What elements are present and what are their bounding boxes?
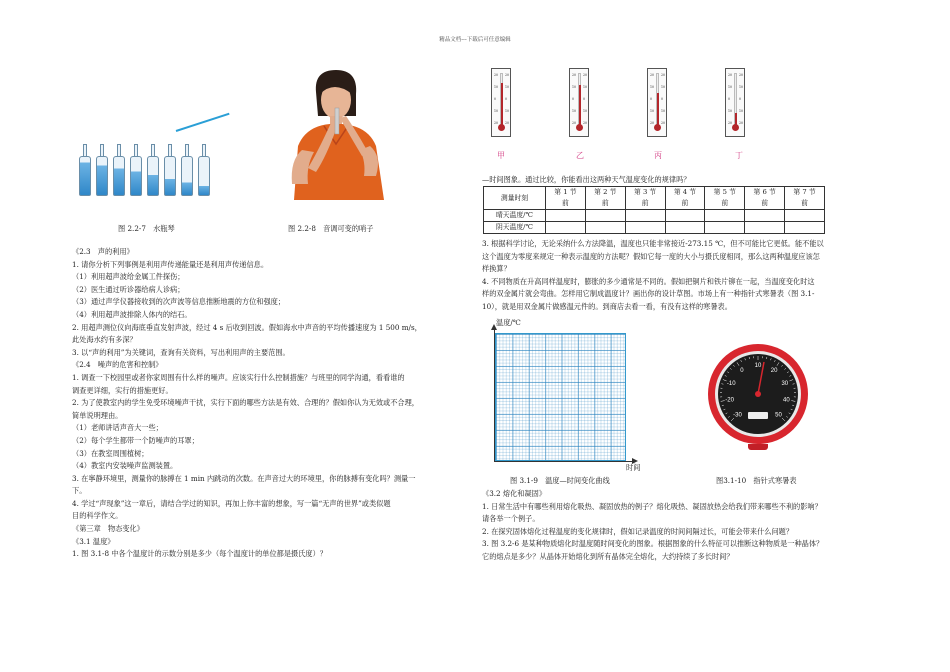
thermometer-tick-label: 10: [505, 109, 510, 113]
water-bottle: [147, 156, 159, 196]
water-bottle: [181, 156, 193, 196]
water-bottle: [96, 156, 108, 196]
water-bottle: [79, 156, 91, 196]
thermometer-tick-label: 10: [572, 85, 577, 89]
bottle-neck: [168, 144, 172, 156]
table-row: [484, 210, 825, 222]
thermometer-tick-label: 20: [505, 121, 510, 125]
thermometer-bulb: [576, 124, 583, 131]
text-line: 样的双金属片就会弯曲。怎样用它制成温度计？画出你的设计草图。市场上有一种指针式寒暑表（图 3.1-: [482, 289, 815, 299]
table-period: 第 5 节 前: [705, 187, 745, 210]
thermometer-liquid: [501, 83, 503, 125]
text-line: 样换算？: [482, 264, 511, 274]
thermometer-tick-label: 0: [572, 97, 575, 101]
table-period: 第 6 节 前: [745, 187, 785, 210]
dial-tick-label: -30: [733, 412, 742, 419]
thermometer-bulb: [498, 124, 505, 131]
thermometer-tick-label: 10: [661, 85, 666, 89]
text-line: （4）教室内安装噪声监测装置。: [72, 461, 178, 471]
bottle-neck: [151, 144, 155, 156]
thermometer-tick-label: 20: [728, 73, 733, 77]
thermometer-tick-label: 10: [583, 109, 588, 113]
text-line: （1）利用超声波给金属工件探伤；: [72, 272, 185, 282]
text-line: （3）通过声学仪器接收到的次声波等信息推断地震的方位和强度；: [72, 297, 286, 307]
singer-photo: [284, 64, 394, 200]
table-period: 第 4 节 前: [665, 187, 705, 210]
water-bottle: [113, 156, 125, 196]
text-line: 1. 日常生活中有哪些利用熔化吸热、凝固放热的例子？熔化吸热、凝固放热会给我们带来哪些不利的影响？: [482, 501, 822, 511]
bottle-neck: [202, 144, 206, 156]
thermometer-tick-label: 20: [650, 121, 655, 125]
text-line: 4. 不同物质在升高同样温度时，膨胀的多少通常是不同的。假如把铜片和铁片铆在一起，当温度变化时这: [482, 276, 815, 286]
table-header-label: 测量时刻: [484, 187, 546, 210]
bottle-neck: [100, 144, 104, 156]
text-line: 3. 在寧静环境里，测量你的脉搏在 1 min 内跳动的次数。在声音过大的环境里，你的脉搏有变化吗？测量一: [72, 473, 416, 483]
text-line: （1）老师讲话声音大一些；: [72, 423, 163, 433]
thermometer: [569, 68, 589, 137]
text-line: 《2.3 声的利用》: [72, 247, 134, 256]
thermometer-tick-label: 10: [728, 109, 733, 113]
text-line: 2. 在探究固体熔化过程温度的变化规律时，假如记录温度的时间间隔过长，可能会带来什么问题？: [482, 526, 794, 536]
thermometer-tick-label: 0: [494, 97, 497, 101]
dial-tick-label: -20: [725, 397, 734, 404]
table-row-label: 晴天温度/℃: [484, 210, 546, 222]
thermometer-tick-label: 20: [494, 73, 499, 77]
thermometer-tick-label: 10: [572, 109, 577, 113]
thermometer-tick-label: 10: [494, 109, 499, 113]
header-note: 精品文档---下载后可任意编辑: [439, 37, 511, 43]
dial-tick-label: 10: [754, 363, 762, 369]
dial-stand: [748, 444, 768, 450]
thermometer: [725, 68, 745, 137]
table-period: 第 7 节 前: [785, 187, 825, 210]
text-line: 《3.1 温度》: [72, 536, 115, 546]
striking-stick: [176, 113, 230, 132]
bottle-neck: [117, 144, 121, 156]
thermometer-tick-label: 10: [739, 109, 744, 113]
thermometer: [647, 68, 667, 137]
text-line: （4）利用超声波排除人体内的结石。: [72, 309, 192, 319]
text-line: 3. 以“声的利用”为关键词，查询有关资料，写出利用声的主要范围。: [72, 347, 290, 357]
text-line: 《第三章 物态变化》: [72, 524, 144, 534]
table-period: 第 3 节 前: [625, 187, 665, 210]
text-line: （2）医生通过听诊器给病人诊病；: [72, 284, 185, 294]
graph-caption: 图 3.1-9 温度—时间变化曲线: [510, 476, 610, 485]
intro-line: —时间图象。通过比较，你能看出这两种天气温度变化的规律吗？: [482, 175, 691, 184]
text-line: 下。: [72, 486, 87, 496]
thermometer: [491, 68, 511, 137]
text-line: 10），就是用双金属片做感温元件的。到商店去看一看，有没有这样的寒暑表。: [482, 301, 732, 311]
thermometer-tick-label: 10: [505, 85, 510, 89]
thermometer-label: 甲: [497, 151, 505, 160]
thermometer-tick-label: 20: [739, 121, 744, 125]
bottles-caption: 图 2.2-7 水瓶琴: [118, 224, 175, 233]
thermometer-tick-label: 0: [739, 97, 742, 101]
text-line: 简单说明理由。: [72, 410, 123, 420]
text-line: 3. 图 3.2-6 是某种物质熔化时温度随时间变化的图象。根据图象的什么特征可以推断这种物质是一种晶体？: [482, 539, 824, 549]
dial-tick-label: 40: [783, 397, 790, 404]
thermometer-tick-label: 0: [728, 97, 731, 101]
bottle-neck: [134, 144, 138, 156]
thermometer-bulb: [732, 124, 739, 131]
table-row: [484, 222, 825, 234]
dial-tick-label: 50: [775, 412, 782, 419]
thermometer-tick-label: 20: [661, 121, 666, 125]
text-line: 3. 根据科学讨论，无论采纳什么方法降温，温度也只能非常接近-273.15 ℃，但不可能比它更低。能不能以: [482, 239, 824, 248]
text-line: （2）每个学生都带一个防噪声的耳罩；: [72, 435, 199, 445]
dial-tick-label: 30: [781, 380, 789, 387]
singer-caption: 图 2.2-8 音调可变的哨子: [288, 224, 374, 233]
text-line: 它的熔点是多少？从晶体开始熔化到所有晶体完全熔化，大约持续了多长时间？: [482, 551, 734, 561]
thermometer-tick-label: 0: [505, 97, 508, 101]
thermometer-tick-label: 20: [572, 121, 577, 125]
thermometer-tick-label: 20: [728, 121, 733, 125]
thermometer-tick-label: 10: [728, 85, 733, 89]
text-line: 调查更详细，实行的措施更好。: [72, 385, 173, 395]
thermometer-liquid: [657, 93, 659, 125]
thermometer-tick-label: 20: [583, 73, 588, 77]
water-bottle: [164, 156, 176, 196]
thermometer-liquid: [579, 85, 581, 125]
table-row-label: 阴天温度/℃: [484, 222, 546, 234]
thermometer-label: 乙: [576, 151, 584, 160]
thermometer-tick-label: 10: [494, 85, 499, 89]
graph-xlabel: 时间: [626, 463, 641, 472]
thermometer-label: 丙: [654, 151, 662, 160]
thermometer-tick-label: 10: [650, 109, 655, 113]
thermometer-tick-label: 20: [505, 73, 510, 77]
bottle-neck: [185, 144, 189, 156]
thermometer-bulb: [654, 124, 661, 131]
table-header-row: [484, 187, 825, 210]
graph-x-axis: [494, 461, 634, 462]
thermometer-tick-label: 20: [650, 73, 655, 77]
text-line: 2. 用超声测位仪向海底垂直发射声波，经过 4 s 后收到回波。假如海水中声音的平均传播速度为 1 500 m/s，: [72, 322, 422, 332]
thermometer-tick-label: 0: [650, 97, 653, 101]
right-column-text-a: [482, 238, 882, 314]
table-period: 第 1 节 前: [546, 187, 586, 210]
bottle-neck: [83, 144, 87, 156]
text-line: 1. 图 3.1-8 中各个温度计的示数分别是多少（每个温度计的单位都是摄氏度）？: [72, 549, 327, 559]
dial-tick-label: 20: [770, 367, 778, 374]
graph-paper: [495, 333, 626, 461]
thermometer-tick-label: 0: [583, 97, 586, 101]
text-line: 1. 请你分析下列事例是利用声传递能量还是利用声传递信息。: [72, 259, 269, 269]
thermometer-tick-label: 10: [650, 85, 655, 89]
dial-tick-label: 0: [740, 367, 744, 374]
text-line: 《2.4 噪声的危害和控制》: [72, 360, 163, 370]
thermometer-tick-label: 20: [739, 73, 744, 77]
thermometer-tick-label: 20: [494, 121, 499, 125]
thermometer-label: 丁: [735, 151, 743, 160]
water-bottle: [130, 156, 142, 196]
thermometer-tick-label: 0: [661, 97, 664, 101]
dial-tick-label: -10: [726, 380, 736, 387]
temperature-table: [483, 186, 825, 234]
water-bottle: [198, 156, 210, 196]
text-line: 1. 调查一下校园里或者你家周围有什么样的噪声。应该实行什么控制措施？与班里的同学沟通，看看谁的: [72, 372, 405, 382]
dial-caption: 图3.1-10 指针式寒暑表: [716, 476, 797, 485]
text-line: （3）在教室周围植树；: [72, 448, 149, 458]
text-line: 请各举一个例子。: [482, 514, 540, 524]
thermometer-tick-label: 20: [572, 73, 577, 77]
graph-y-arrow: [491, 324, 497, 330]
text-line: 《3.2 熔化和凝固》: [482, 489, 547, 498]
text-line: 目的科学作文。: [72, 511, 123, 521]
graph-ylabel: 温度/℃: [496, 318, 521, 327]
thermometer-tick-label: 10: [661, 109, 666, 113]
text-line: 此处海水约有多深？: [72, 335, 137, 345]
text-line: 2. 为了使教室内的学生免受环境噪声干扰，实行下面的哪些方法是有效、合理的？假如你认为无效或不合理，: [72, 398, 419, 408]
dial-thermometer: [706, 342, 810, 446]
text-line: 4. 学过“声现象”这一章后，请结合学过的知识，再加上你丰富的想象，写一篇“无声的世界”或类似题: [72, 498, 391, 508]
thermometer-tick-label: 10: [739, 85, 744, 89]
left-column-text: [72, 246, 474, 561]
text-line: 这个温度为零度来规定一种表示温度的方法呢？假如它每一度的大小与摄氏度相同，那么这两种温度应该怎: [482, 251, 820, 261]
thermometer-tick-label: 20: [583, 121, 588, 125]
thermometer-tick-label: 10: [583, 85, 588, 89]
table-period: 第 2 节 前: [585, 187, 625, 210]
right-column-text-b: [482, 488, 882, 564]
thermometer-tick-label: 20: [661, 73, 666, 77]
